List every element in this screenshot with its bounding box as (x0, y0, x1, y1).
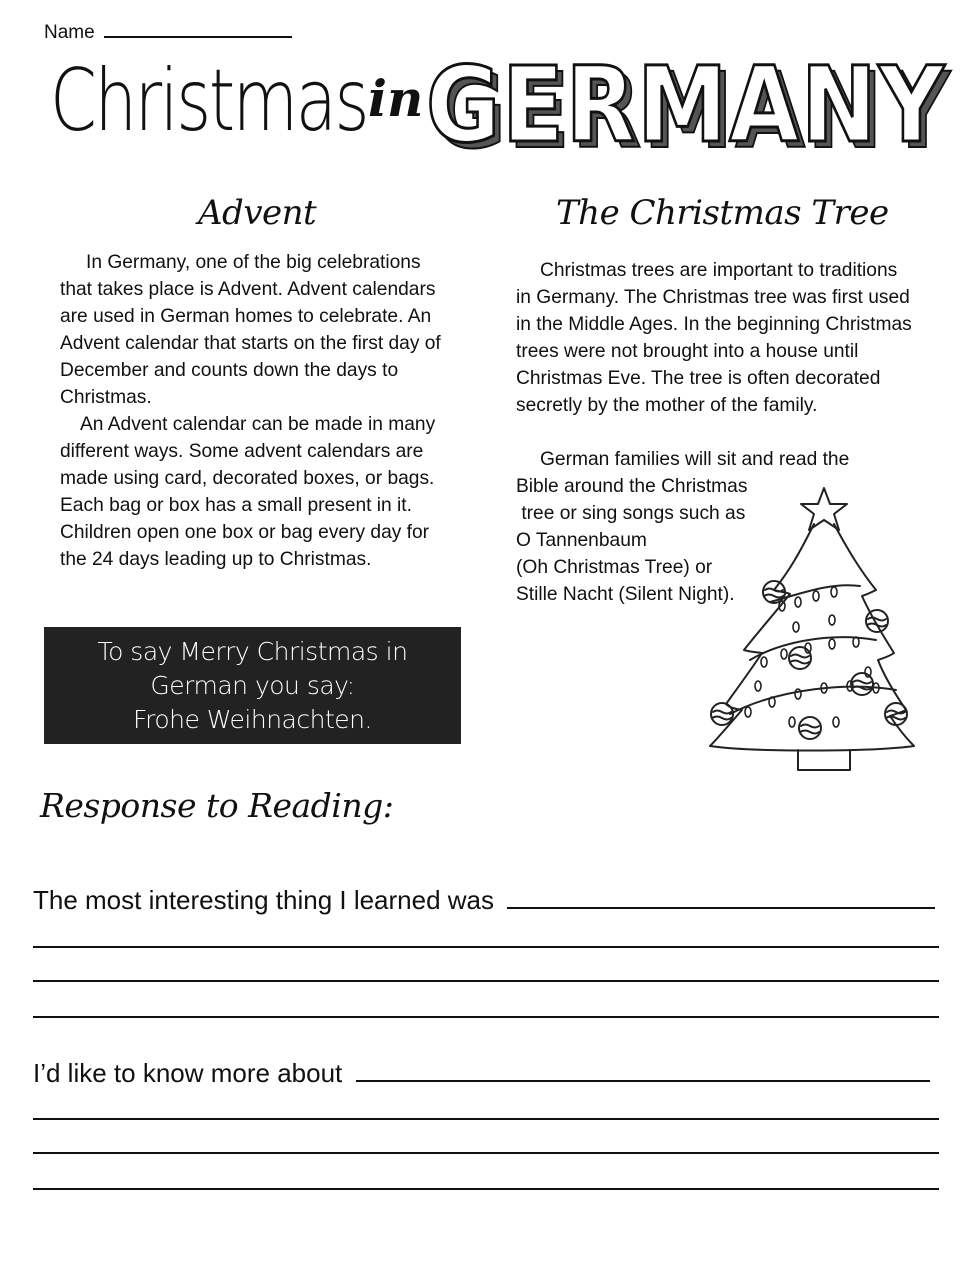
answer-line-1[interactable] (507, 883, 935, 909)
tree-paragraph-2-line-6: Stille Nacht (Silent Night). (516, 584, 735, 605)
title-germany (424, 48, 959, 158)
answer-line-5[interactable] (356, 1056, 930, 1082)
callout-line-2: German you say: (150, 670, 355, 700)
response-heading: Response to Reading: (40, 786, 394, 825)
tree-paragraph-2-line-3: tree or sing songs such as (516, 503, 746, 524)
advent-paragraph-1: In Germany, one of the big celebrations that takes place is Advent. Advent calendars are used in German homes to celebrate. An Advent calendar that starts on the first day of December and counts down the days to Christmas. (60, 252, 441, 408)
answer-line-4[interactable] (33, 1016, 939, 1018)
prompt-know-more-label: I’d like to know more about (33, 1058, 343, 1088)
answer-line-6[interactable] (33, 1118, 939, 1120)
tree-paragraph-2-line-4: O Tannenbaum (516, 530, 647, 551)
tree-paragraph-1: Christmas trees are important to traditions in Germany. The Christmas tree was first used in the Middle Ages. In the beginning Christmas trees were not brought into a house until Christmas Eve. The tree is often decorated secretly by the mother of the family. (516, 260, 912, 416)
callout-line-3: Frohe Weihnachten. (133, 704, 372, 734)
prompt-interesting-label: The most interesting thing I learned was (33, 885, 495, 915)
answer-line-8[interactable] (33, 1188, 939, 1190)
merry-christmas-callout (44, 627, 461, 744)
prompt-interesting[interactable] (33, 883, 935, 916)
advent-paragraph-2: An Advent calendar can be made in many different ways. Some advent calendars are made using card, decorated boxes, or bags. Each bag or box has a small present in it. Children open one box or bag every day for the 24 days leading up to Christmas. (60, 414, 436, 570)
christmas-tree-icon (700, 482, 925, 777)
advent-heading: Advent (198, 193, 317, 233)
title-germany-text: GERMANY (426, 48, 946, 158)
name-blank-line[interactable] (104, 18, 292, 38)
christmas-tree-heading: The Christmas Tree (556, 193, 889, 233)
advent-text (60, 249, 455, 573)
prompt-know-more[interactable] (33, 1056, 930, 1089)
name-field[interactable] (44, 18, 292, 44)
tree-paragraph-2-line-1: German families will sit and read the (540, 449, 850, 470)
title-in: in (368, 69, 424, 128)
answer-line-7[interactable] (33, 1152, 939, 1154)
callout-line-1: To say Merry Christmas in (97, 636, 408, 666)
title-germany-shadow: GERMANY (432, 50, 952, 158)
tree-paragraph-1-block (516, 257, 916, 419)
name-label: Name (44, 22, 95, 43)
title-christmas: Christmas (50, 51, 368, 151)
answer-line-2[interactable] (33, 946, 939, 948)
tree-paragraph-2-line-5: (Oh Christmas Tree) or (516, 557, 713, 578)
tree-paragraph-2-line-2: Bible around the Christmas (516, 476, 748, 497)
answer-line-3[interactable] (33, 980, 939, 982)
